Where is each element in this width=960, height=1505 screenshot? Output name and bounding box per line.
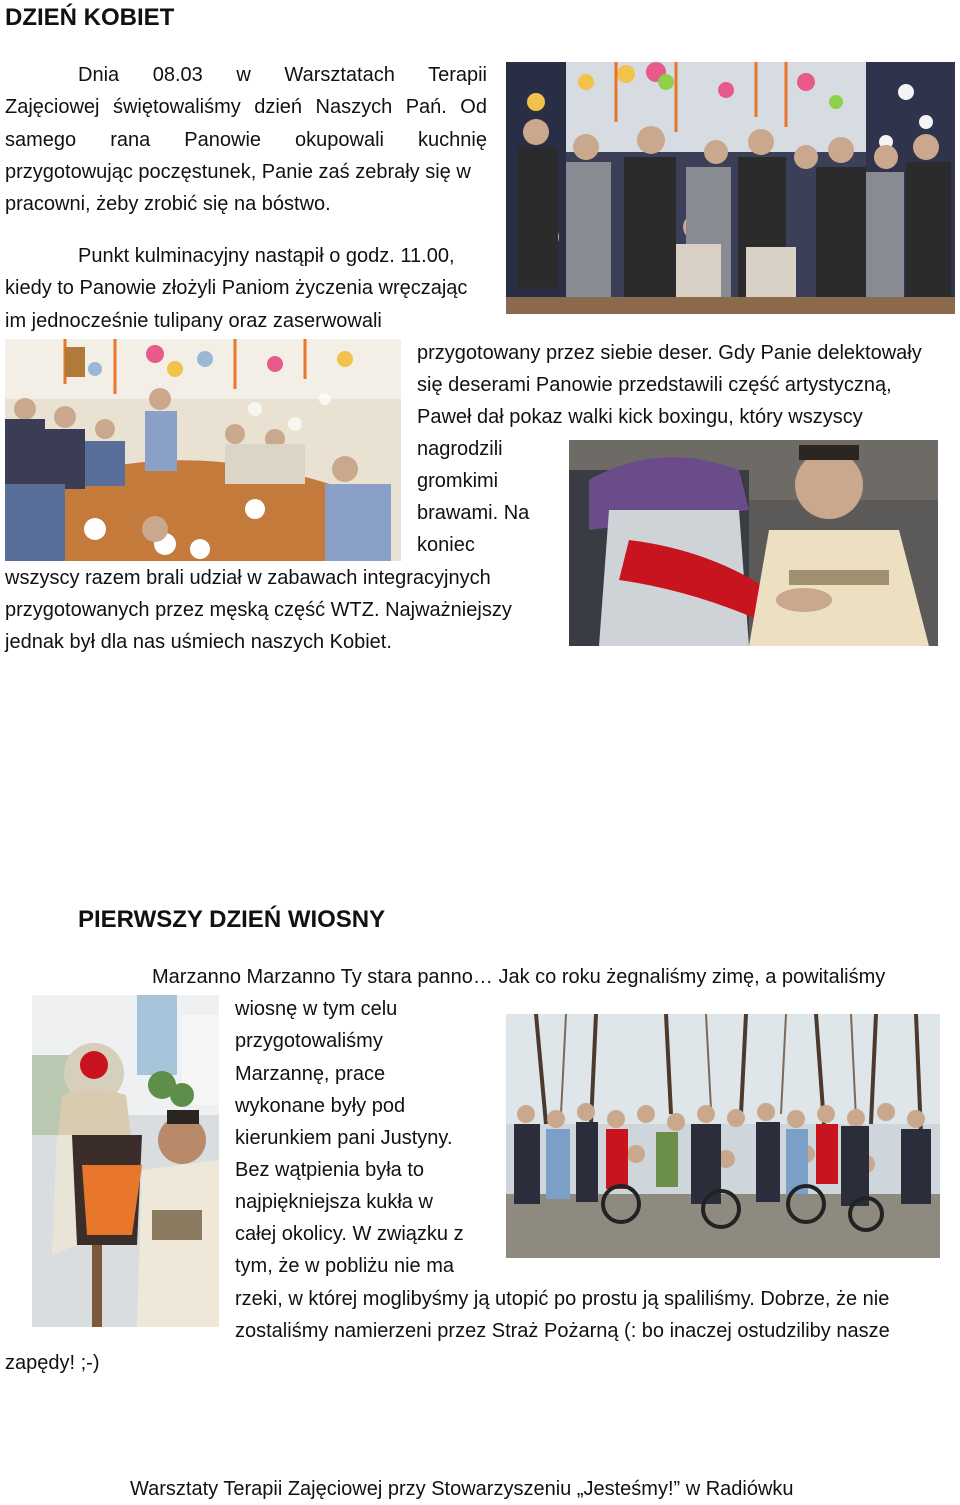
paragraph-line: tym, że w pobliżu nie ma — [235, 1255, 454, 1277]
paragraph-line: Marzannę, prace — [235, 1063, 386, 1085]
paragraph-line: Zajęciowej świętowaliśmy dzień Naszych Pań. Od — [5, 96, 487, 118]
section-title-first-spring-day: PIERWSZY DZIEŃ WIOSNY — [78, 906, 386, 933]
paragraph-line: wykonane były pod — [235, 1095, 406, 1117]
paragraph-line: przygotowanych przez męską część WTZ. Najważniejszy — [5, 599, 512, 621]
paragraph-line: Marzanno Marzanno Ty stara panno… Jak co roku żegnaliśmy zimę, a powitaliśmy — [152, 966, 886, 988]
paragraph-line: koniec — [417, 534, 475, 556]
paragraph-line: im jednocześnie tulipany oraz zaserwowali — [5, 310, 382, 332]
photo-women-table — [5, 339, 401, 561]
paragraph-line: całej okolicy. W związku z — [235, 1223, 464, 1245]
paragraph-line: rzeki, w której moglibyśmy ją utopić po prostu ją spaliliśmy. Dobrze, że nie — [235, 1288, 890, 1310]
paragraph-line: Paweł dał pokaz walki kick boxingu, który wszyscy — [417, 406, 863, 428]
paragraph-line: kierunkiem pani Justyny. — [235, 1127, 453, 1149]
photo-group-outdoors — [506, 1014, 940, 1258]
paragraph-line: wszyscy razem brali udział w zabawach integracyjnych — [5, 567, 491, 589]
paragraph-line: wiosnę w tym celu — [235, 998, 398, 1020]
paragraph-line: się deserami Panowie przedstawili część artystyczną, — [417, 374, 892, 396]
section-title-womens-day: DZIEŃ KOBIET — [5, 4, 175, 31]
paragraph-line: Dnia 08.03 w Warsztatach Terapii — [78, 64, 487, 86]
paragraph-line: brawami. Na — [417, 502, 530, 524]
paragraph-line: jednak był dla nas uśmiech naszych Kobiet. — [5, 631, 392, 653]
paragraph-line: gromkimi — [417, 470, 499, 492]
paragraph-line: nagrodzili — [417, 438, 503, 460]
photo-kickboxing — [569, 440, 938, 646]
paragraph-line: przygotowaliśmy — [235, 1030, 383, 1052]
paragraph-line: przygotowany przez siebie deser. Gdy Panie delektowały — [417, 342, 922, 364]
paragraph-line: samego rana Panowie okupowali kuchnię — [5, 129, 487, 151]
paragraph-line: kiedy to Panowie złożyli Paniom życzenia wręczając — [5, 277, 468, 299]
paragraph-line: zapędy! ;-) — [5, 1352, 100, 1374]
paragraph-line: przygotowując poczęstunek, Panie zaś zebrały się w — [5, 161, 471, 183]
paragraph-line: Punkt kulminacyjny nastąpił o godz. 11.00, — [78, 245, 455, 267]
paragraph-line: zostaliśmy namierzeni przez Straż Pożarną (: bo inaczej ostudziliby nasze — [235, 1320, 890, 1342]
photo-marzanna-doll — [32, 995, 219, 1327]
paragraph-line: Bez wątpienia była to — [235, 1159, 425, 1181]
paragraph-line: najpiękniejsza kukła w — [235, 1191, 433, 1213]
page-footer: Warsztaty Terapii Zajęciowej przy Stowarzyszeniu „Jesteśmy!” w Radiówku — [130, 1478, 794, 1500]
photo-men-group — [506, 62, 955, 314]
paragraph-line: pracowni, żeby zrobić się na bóstwo. — [5, 193, 331, 215]
